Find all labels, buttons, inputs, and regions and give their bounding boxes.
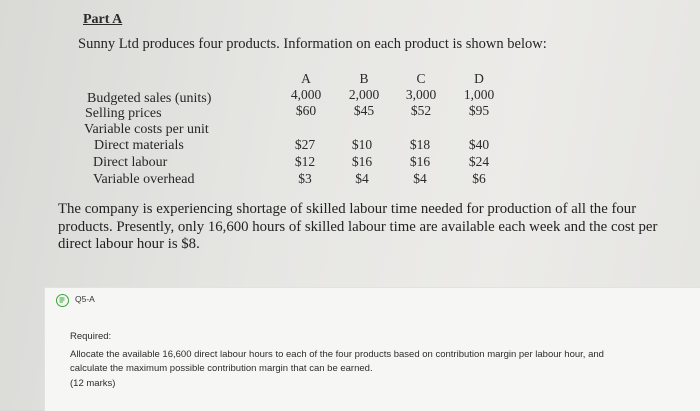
row-label-budgeted-sales: Budgeted sales (units) (87, 91, 212, 106)
document-list-icon[interactable] (56, 294, 69, 307)
product-header-b: B (359, 71, 369, 86)
row-label-direct-materials: Direct materials (94, 138, 184, 153)
direct-materials-d: $40 (468, 137, 490, 152)
budgeted-sales-b: 2,000 (348, 87, 380, 102)
product-header-d: D (474, 71, 484, 86)
selling-price-c: $52 (410, 103, 432, 118)
instruction-line-1: Allocate the available 16,600 direct labour hours to each of the four products based on contribution margin per labour hour, and (70, 349, 604, 360)
direct-labour-d: $24 (468, 154, 490, 169)
labour-shortage-paragraph: The company is experiencing shortage of skilled labour time needed for production of all the four products. Presently, only 16,600 hours of skilled labour time are available each week and the cost per direct labour hour is $8. (58, 201, 658, 252)
variable-overhead-d: $6 (472, 171, 486, 186)
variable-overhead-b: $4 (355, 171, 369, 186)
budgeted-sales-a: 4,000 (290, 87, 322, 102)
direct-materials-a: $27 (294, 137, 316, 152)
direct-materials-c: $18 (409, 137, 431, 152)
direct-labour-c: $16 (409, 154, 431, 169)
direct-labour-a: $12 (294, 154, 316, 169)
row-label-variable-overhead: Variable overhead (93, 172, 195, 187)
selling-price-d: $95 (468, 103, 490, 118)
direct-materials-b: $10 (351, 137, 373, 152)
marks-label: (12 marks) (70, 378, 116, 389)
question-tag: Q5-A (75, 294, 95, 304)
intro-text: Sunny Ltd produces four products. Information on each product is shown below: (78, 36, 547, 52)
product-header-c: C (416, 71, 426, 86)
instruction-line-2: calculate the maximum possible contribution margin that can be earned. (70, 363, 373, 374)
variable-overhead-c: $4 (413, 171, 427, 186)
variable-overhead-a: $3 (298, 171, 312, 186)
direct-labour-b: $16 (351, 154, 373, 169)
variable-costs-heading: Variable costs per unit (84, 122, 209, 137)
part-title: Part A (83, 12, 123, 27)
row-label-direct-labour: Direct labour (93, 155, 168, 170)
selling-price-b: $45 (353, 103, 375, 118)
required-heading: Required: (70, 331, 112, 342)
budgeted-sales-d: 1,000 (463, 87, 495, 102)
product-header-a: A (301, 71, 311, 86)
budgeted-sales-c: 3,000 (405, 87, 437, 102)
row-label-selling-prices: Selling prices (85, 106, 162, 121)
selling-price-a: $60 (295, 103, 317, 118)
